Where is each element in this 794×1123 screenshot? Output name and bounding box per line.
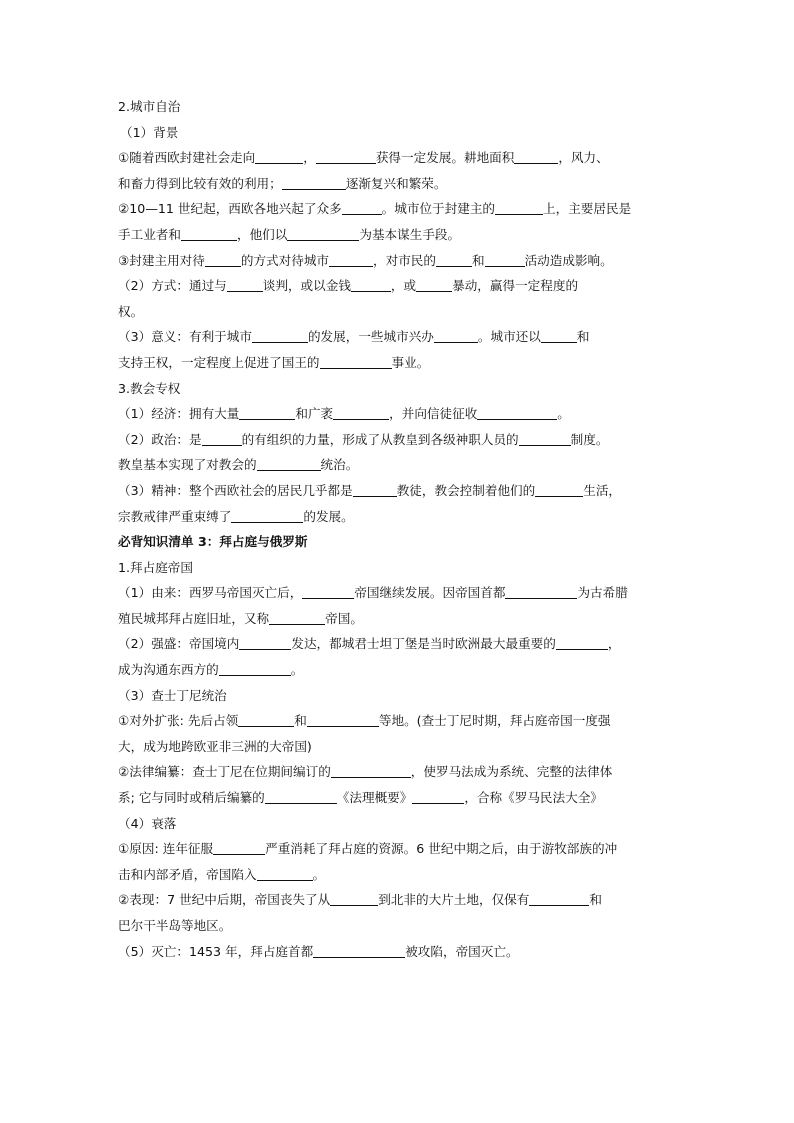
- text-line: ①随着西欧封建社会走向 ， 获得一定发展。耕地面积 ，风力、: [118, 150, 609, 166]
- blank-field[interactable]: [556, 636, 608, 650]
- blank-field[interactable]: [219, 662, 291, 676]
- text-line: ②法律编纂：查士丁尼在位期间编订的 ，使罗马法成为系统、完整的法律体: [118, 764, 613, 780]
- text-line: 宗教戒律严重束缚了 的发展。: [118, 508, 354, 524]
- section-heading-city-autonomy: 2.城市自治: [118, 99, 181, 114]
- blank-field[interactable]: [313, 944, 405, 958]
- text-line: 支持王权，一定程度上促进了国王的 事业。: [118, 354, 430, 370]
- blank-field[interactable]: [213, 841, 265, 855]
- blank-field[interactable]: [434, 329, 478, 343]
- text-line: （1）经济：拥有大量 和广袤 ，并向信徒征收 。: [118, 406, 570, 422]
- blank-field[interactable]: [307, 713, 379, 727]
- blank-field[interactable]: [412, 790, 464, 804]
- text-line: ②10—11 世纪起，西欧各地兴起了众多 。城市位于封建主的 上，主要居民是: [118, 201, 632, 217]
- text-line: （2）方式：通过与 谈判，或以金钱 ，或 暴动，赢得一定程度的: [118, 278, 579, 294]
- blank-field[interactable]: [252, 329, 308, 343]
- blank-field[interactable]: [535, 483, 583, 497]
- blank-field[interactable]: [205, 253, 241, 267]
- text-line: ③封建主用对待 的方式对待城市 ，对市民的 和 活动造成影响。: [118, 252, 613, 268]
- blank-field[interactable]: [330, 892, 378, 906]
- blank-field[interactable]: [287, 227, 359, 241]
- text-line: （3）精神：整个西欧社会的居民几乎都是 教徒，教会控制着他们的 生活，: [118, 482, 622, 498]
- blank-field[interactable]: [333, 406, 389, 420]
- blank-field[interactable]: [320, 355, 392, 369]
- blank-field[interactable]: [302, 585, 354, 599]
- blank-field[interactable]: [239, 406, 295, 420]
- text-line: ①原因: 连年征服 严重消耗了拜占庭的资源。6 世纪中期之后，由于游牧部族的冲: [118, 841, 618, 857]
- text-line: （2）强盛：帝国境内 发达，都城君士坦丁堡是当时欧洲最大最重要的 ，: [118, 636, 621, 652]
- blank-field[interactable]: [282, 176, 346, 190]
- section-heading-church: 3.教会专权: [118, 380, 181, 396]
- text-line: 权。: [118, 303, 144, 319]
- checklist-heading: 必背知识清单 3：拜占庭与俄罗斯: [118, 534, 308, 550]
- blank-field[interactable]: [202, 432, 242, 446]
- text-line: （3）意义：有利于城市 的发展，一些城市兴办 。城市还以 和: [118, 329, 590, 345]
- blank-field[interactable]: [231, 509, 303, 523]
- text-line: 和畜力得到比较有效的利用； 逐渐复兴和繁荣。: [118, 175, 447, 191]
- worksheet-page: [118, 94, 678, 964]
- blank-field[interactable]: [505, 585, 577, 599]
- blank-field[interactable]: [514, 150, 558, 164]
- blank-field[interactable]: [529, 892, 589, 906]
- blank-field[interactable]: [519, 432, 571, 446]
- subheading-decline: （4）衰落: [118, 815, 177, 831]
- subheading-justinian: （3）查士丁尼统治: [118, 687, 227, 703]
- blank-field[interactable]: [316, 150, 376, 164]
- blank-field[interactable]: [342, 201, 382, 215]
- text-line: 击和内部矛盾，帝国陷入 。: [118, 866, 326, 882]
- blank-field[interactable]: [331, 764, 411, 778]
- text-line: ②表现：7 世纪中后期，帝国丧失了从 到北非的大片土地，仅保有 和: [118, 892, 602, 908]
- blank-field[interactable]: [227, 278, 263, 292]
- blank-field[interactable]: [257, 457, 321, 471]
- blank-field[interactable]: [495, 201, 543, 215]
- blank-field[interactable]: [265, 790, 337, 804]
- text-line: 教皇基本实现了对教会的 统治。: [118, 457, 359, 473]
- text-line: 成为沟通东西方的 。: [118, 662, 304, 678]
- blank-field[interactable]: [238, 713, 294, 727]
- blank-field[interactable]: [485, 253, 525, 267]
- blank-field[interactable]: [269, 611, 325, 625]
- blank-field[interactable]: [181, 227, 237, 241]
- text-line: （2）政治：是 的有组织的力量，形成了从教皇到各级神职人员的 制度。: [118, 431, 609, 447]
- blank-field[interactable]: [541, 329, 577, 343]
- text-line: 殖民城邦拜占庭旧址，又称 帝国。: [118, 610, 363, 626]
- blank-field[interactable]: [239, 636, 291, 650]
- blank-field[interactable]: [351, 278, 391, 292]
- subheading-background: （1）背景: [120, 124, 179, 140]
- blank-field[interactable]: [255, 150, 303, 164]
- blank-field[interactable]: [416, 278, 452, 292]
- section-heading-byzantium: 1.拜占庭帝国: [118, 559, 193, 575]
- blank-field[interactable]: [329, 253, 373, 267]
- blank-field[interactable]: [257, 867, 313, 881]
- text-line: 大，成为地跨欧亚非三洲的大帝国): [118, 738, 312, 754]
- blank-field[interactable]: [477, 406, 557, 420]
- blank-field[interactable]: [353, 483, 397, 497]
- blank-field[interactable]: [436, 253, 472, 267]
- text-line: （5）灭亡：1453 年，拜占庭首都 被攻陷，帝国灭亡。: [118, 943, 519, 959]
- text-line: ①对外扩张: 先后占领 和 等地。(查士丁尼时期，拜占庭帝国一度强: [118, 713, 611, 729]
- text-line: 手工业者和 ，他们以 为基本谋生手段。: [118, 226, 461, 242]
- text-line: 系; 它与同时或稍后编纂的 《法理概要》 ，合称《罗马民法大全》: [118, 790, 603, 806]
- text-line: （1）由来：西罗马帝国灭亡后， 帝国继续发展。因帝国首都 为古希腊: [118, 585, 628, 601]
- text-line: 巴尔干半岛等地区。: [118, 918, 232, 933]
